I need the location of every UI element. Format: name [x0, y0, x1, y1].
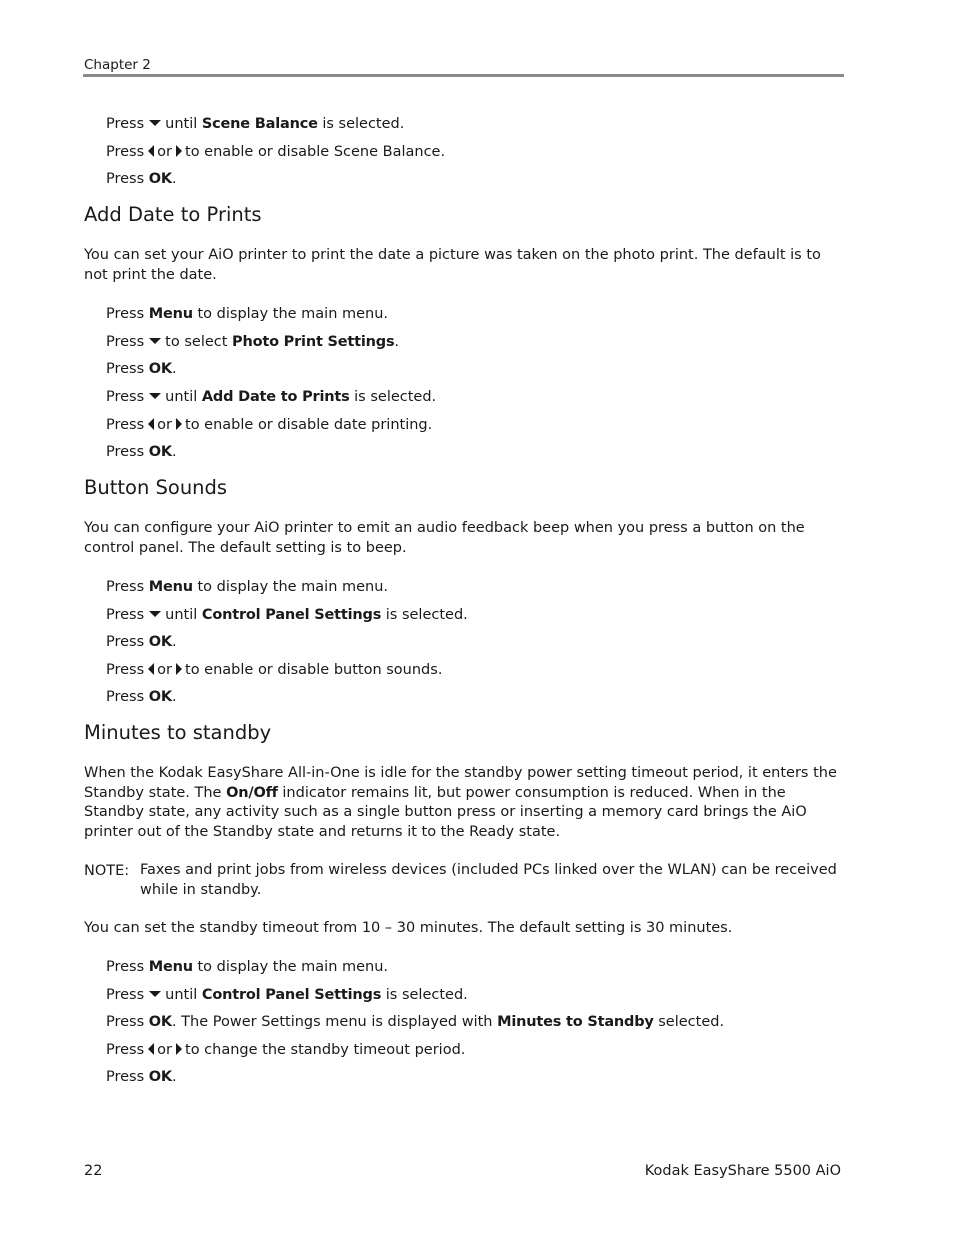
section-heading: Button Sounds: [84, 476, 228, 499]
step: Press or to enable or disable date printing.: [106, 417, 433, 433]
chapter-header: Chapter 2: [84, 57, 151, 73]
step: Press until Control Panel Settings is selected.: [106, 607, 468, 623]
step: Press OK.: [106, 1069, 177, 1085]
step: Press until Scene Balance is selected.: [106, 116, 405, 132]
step: Press until Control Panel Settings is selected.: [106, 987, 468, 1003]
down-arrow-icon: [149, 120, 161, 126]
left-arrow-icon: [148, 663, 154, 675]
step: Press OK.: [106, 171, 177, 187]
step: Press OK.: [106, 444, 177, 460]
step: Press or to enable or disable button sounds.: [106, 662, 443, 678]
step: Press OK. The Power Settings menu is displayed with Minutes to Standby selected.: [106, 1014, 725, 1030]
product-name: Kodak EasyShare 5500 AiO: [644, 1163, 841, 1179]
section-intro: When the Kodak EasyShare All-in-One is idle for the standby power setting timeout period, it enters the Standby state. The On/Off indicator remains lit, but power consumption is reduced. When in the Standby state, any activity such as a single button press or inserting a memory card brings the AiO printer out of the Standby state and returns it to the Ready state.: [84, 765, 837, 841]
section-heading: Add Date to Prints: [84, 203, 262, 226]
note-text: Faxes and print jobs from wireless devices (included PCs linked over the WLAN) can be received while in standby.: [140, 862, 837, 898]
step: Press or to enable or disable Scene Balance.: [106, 144, 446, 160]
right-arrow-icon: [176, 1043, 182, 1055]
step: Press until Add Date to Prints is selected.: [106, 389, 437, 405]
down-arrow-icon: [149, 611, 161, 617]
step: Press or to change the standby timeout period.: [106, 1042, 466, 1058]
down-arrow-icon: [149, 991, 161, 997]
page-number: 22: [84, 1163, 103, 1179]
left-arrow-icon: [148, 145, 154, 157]
section-heading: Minutes to standby: [84, 721, 272, 744]
left-arrow-icon: [148, 1043, 154, 1055]
right-arrow-icon: [176, 418, 182, 430]
step: Press Menu to display the main menu.: [106, 959, 389, 975]
down-arrow-icon: [149, 393, 161, 399]
step: Press to select Photo Print Settings.: [106, 334, 399, 350]
header-rule: [83, 74, 844, 77]
step: Press OK.: [106, 634, 177, 650]
step: Press Menu to display the main menu.: [106, 306, 389, 322]
section-intro: You can configure your AiO printer to emit an audio feedback beep when you press a button on the control panel. The default setting is to beep.: [84, 520, 805, 556]
note-label: NOTE:: [84, 863, 130, 879]
step: Press Menu to display the main menu.: [106, 579, 389, 595]
down-arrow-icon: [149, 338, 161, 344]
step: Press OK.: [106, 689, 177, 705]
left-arrow-icon: [148, 418, 154, 430]
right-arrow-icon: [176, 145, 182, 157]
step: Press OK.: [106, 361, 177, 377]
timeout-paragraph: You can set the standby timeout from 10 – 30 minutes. The default setting is 30 minutes.: [84, 920, 733, 936]
right-arrow-icon: [176, 663, 182, 675]
section-intro: You can set your AiO printer to print the date a picture was taken on the photo print. The default is to not print the date.: [84, 247, 821, 283]
